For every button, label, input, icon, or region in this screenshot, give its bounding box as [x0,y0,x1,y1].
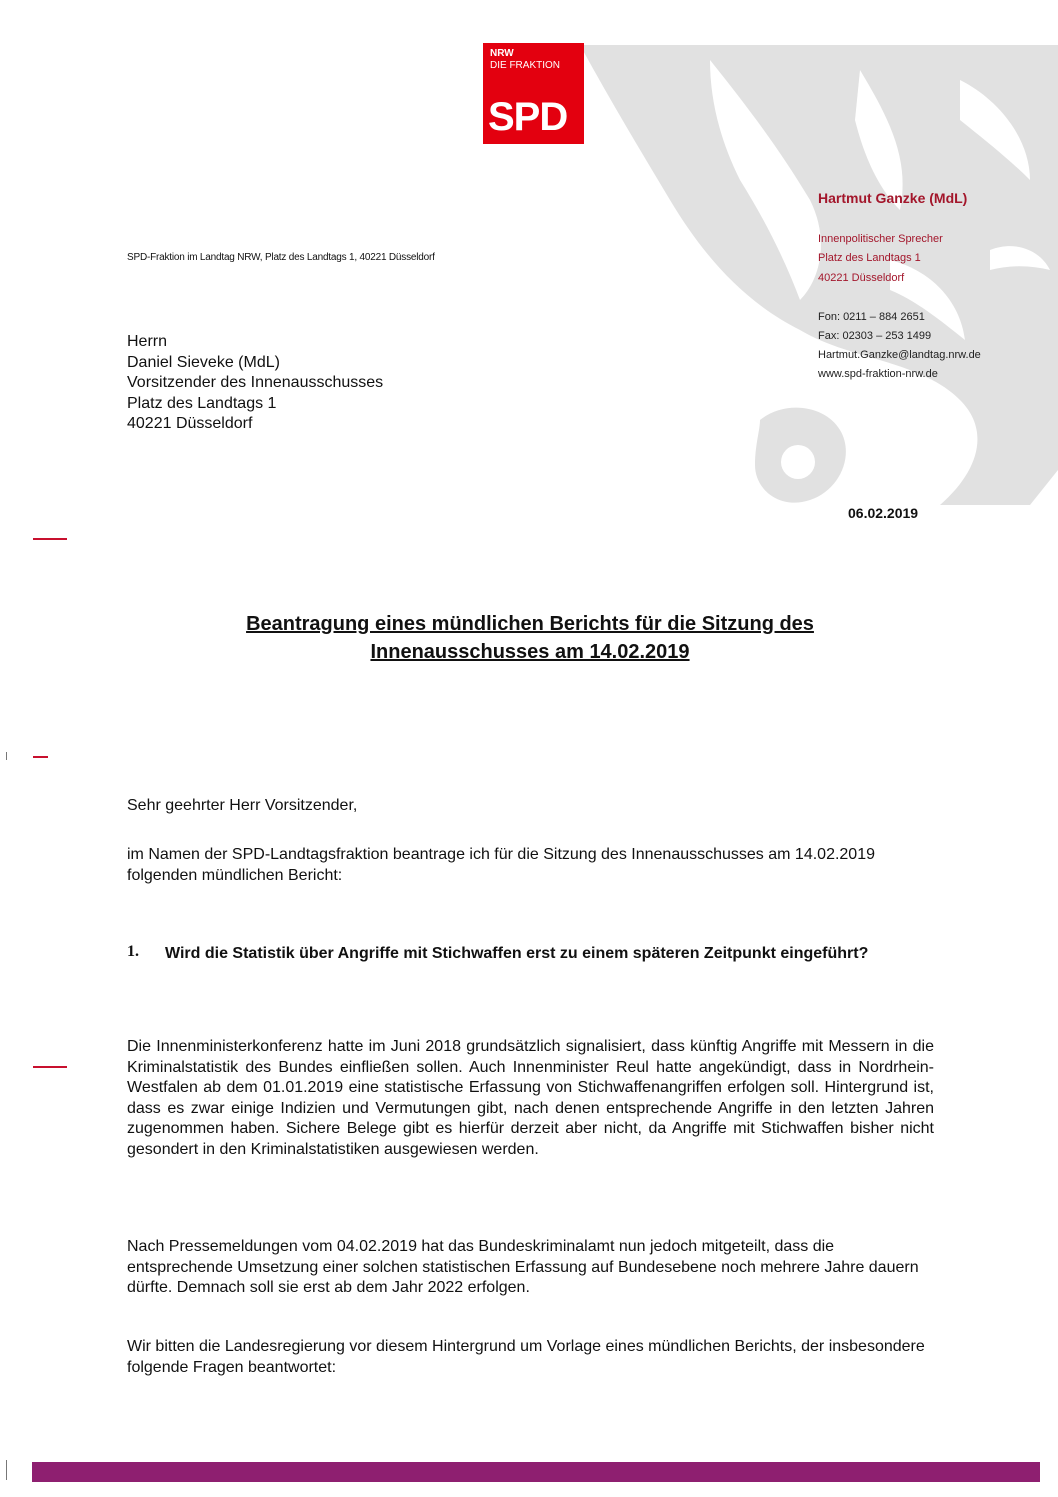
sender-website[interactable]: www.spd-fraktion-nrw.de [818,368,938,380]
sender-city: 40221 Düsseldorf [818,272,905,284]
footer-color-bar [32,1462,1040,1482]
logo-spd-text: SPD [488,95,568,139]
logo-nrw-text: NRW [490,48,514,59]
recipient-street: Platz des Landtags 1 [127,394,277,412]
body-paragraph-3: Wir bitten die Landesregierung vor diesem Hintergrund um Vorlage eines mündlichen Berichts, der insbesondere folgende Fragen beantwortet: [127,1338,925,1376]
sender-fax: Fax: 02303 – 253 1499 [818,330,932,342]
recipient-address [127,332,383,435]
question-number: 1. [127,943,139,960]
recipient-city: 40221 Düsseldorf [127,415,253,432]
eagle-watermark-image [560,0,1058,520]
margin-tick-bottom [6,1460,7,1480]
subject-line-2: Innenausschusses am 14.02.2019 [370,641,690,663]
letter-date: 06.02.2019 [848,505,919,521]
recipient-name: Daniel Sieveke (MdL) [127,353,280,371]
fold-mark-top [33,538,67,540]
recipient-salutation: Herrn [127,333,168,350]
spd-logo [483,43,584,144]
margin-tick [6,752,7,760]
return-address: SPD-Fraktion im Landtag NRW, Platz des Landtags 1, 40221 Düsseldorf [127,252,435,263]
sender-name: Hartmut Ganzke (MdL) [818,190,968,206]
greeting: Sehr geehrter Herr Vorsitzender, [127,797,358,814]
intro-paragraph: im Namen der SPD-Landtagsfraktion beantrage ich für die Sitzung des Innenausschusses am 14.02.2019 folgenden mündlichen Bericht: [127,846,875,884]
sender-phone: Fon: 0211 – 884 2651 [818,311,925,323]
body-paragraph-2: Nach Pressemeldungen vom 04.02.2019 hat das Bundeskriminalamt nun jedoch mitgeteilt, dass die entsprechende Umsetzung einer solchen statistischen Erfassung auf Bundesebene noch mehrere Jahre dauern dürfte. Demnach soll sie erst ab dem Jahr 2022 erfolgen. [127,1238,919,1296]
question-text: Wird die Statistik über Angriffe mit Stichwaffen erst zu einem späteren Zeitpunkt eingeführt? [165,945,869,962]
logo-fraktion-text: DIE FRAKTION [490,60,561,71]
fold-mark-bottom [33,1066,67,1068]
body-paragraph-1: Die Innenministerkonferenz hatte im Juni 2018 grundsätzlich signalisiert, dass künftig Angriffe mit Messern in die Kriminalstatistik des Bundes einfließen sollen. Auch Innenminister Reul hatte angekündigt, dass in Nordrhein-Westfalen ab dem 01.01.2019 eine statistische Erfassung von Stichwaffenangriffen erfolgen soll. Hintergrund ist, dass es zwar einige Indizien und Vermutungen gibt, nach denen entsprechende Angriffe in den letzten Jahren zugenommen haben. Sichere Belege gibt es hierfür derzeit aber nicht, da Angriffe mit Stichwaffen bisher nicht gesondert in den Kriminalstatistiken ausgewiesen werden. [127,1038,934,1158]
sender-role: Innenpolitischer Sprecher [818,233,943,245]
sender-email[interactable]: Hartmut.Ganzke@landtag.nrw.de [818,349,981,361]
recipient-title: Vorsitzender des Innenausschusses [127,374,384,391]
letter-subject [120,610,940,666]
subject-line-1: Beantragung eines mündlichen Berichts für die Sitzung des [246,613,814,635]
sender-street: Platz des Landtags 1 [818,252,921,264]
punch-mark [33,756,48,758]
